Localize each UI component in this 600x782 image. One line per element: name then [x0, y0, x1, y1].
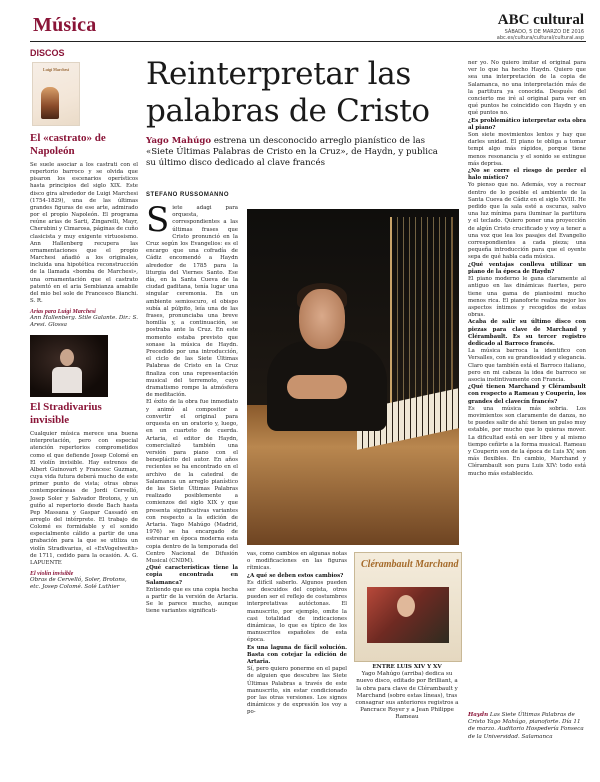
- section-title: Música: [33, 14, 97, 36]
- review2-headline: El Stradivarius invisible: [30, 401, 102, 427]
- interview-answer: La música barroca la identifico con Versalles, con su grandiosidad y elegancia. Claro que también está el Barroco italiano, pero en mi cabeza la idea de barroco se asocia instintivamente con Francia.: [468, 348, 586, 383]
- header-rule: [30, 41, 586, 42]
- article-title: Reinterpretar las palabras de Cristo: [146, 56, 430, 129]
- issue-date: SÁBADO, 5 DE MARZO DE 2016: [504, 29, 584, 35]
- review2-body: Cualquier música merece una buena interpretación, pero con especial atención repertorios comprometidos como el que defiende Josep Colomé en El violín invisible. Hay estrenos de Albert Guinovart y Francesc Guzman, cuya vida futura deberá mucho de este primer punto de vista; otras obras contemporáneas de Jordi Cervelló, Josep Soler y Salvador Brotons, y un guiño al repertorio desde Bach hasta Pep Massana y Gaspar Cassadó en arreglo del intérprete. El trabajo de Colomé es formidable y el sonido especialmente cálido a partir de una grabación para la que se utiliza un violín Stradivarius, el «ExVogelweith» de 1711, cedido para la ocasión. A. G. LAPUENTE: [30, 431, 138, 566]
- review1-headline: El «castrato» de Napoleón: [30, 132, 106, 157]
- sidebar-label: DISCOS: [30, 48, 65, 58]
- review1-body: Se suele asociar a los castrati con el repertorio barroco y se olvida que pisaron los escenarios operísticos hasta principios del siglo XIX. Este disco gira alrededor de Luigi Marchesi (1754-1829), una de las últimas grandes figuras de ese arte, admirado por el propio Napoleón. El programa reúne arias de Sarti, Zingarelli, Mayr, Cherubini y Cimarosa, páginas de cuño clasicista y muy exigente virtuosismo. Ann Hallenberg recupera las ornamentaciones que el propio Marchesi añadió a los originales, incluida una hipotética reconstrucción de la llamada «bomba de Marchesi», una ornamentación que el castrato patentó en el aria Sembianza amabile del mio bel sole de Francesco Bianchi. S. R.: [30, 162, 138, 304]
- album-cover-title: Luigi Marchesi: [42, 67, 70, 72]
- review2-credit-detail: Obras de Cervelló, Soler, Brotons, etc. Josep Colomé. Solé Luthier: [30, 577, 127, 591]
- interview-question: ¿A qué se deben estos cambios?: [247, 572, 344, 579]
- interview-question: ¿Qué características tiene la copia encontrada en Salamanca?: [146, 565, 238, 586]
- sidebar-discos: [30, 48, 138, 782]
- interview-answer: Es difícil saberlo. Algunos pueden ser descuidos del copista, otros pueden ser el reflejo de costumbres interpretativas autóctonas. El manuscrito, por ejemplo, omite la casi totalidad de indicaciones dinámicas, lo que es típico de los manuscritos españoles de esta época.: [247, 579, 347, 644]
- drop-cap: S: [146, 200, 170, 240]
- interview-question: ¿Es problemático interpretar esta obra al piano?: [468, 117, 586, 131]
- review1-credit-detail: Ann Hallenberg. Stile Galante. Dir.: S. Aresi. Glossa: [30, 315, 139, 329]
- interview-answer: Entiendo que es una copia hecha a partir de la versión de Artaria. Se le parece mucho, aunque tiene variantes significati-: [146, 586, 238, 615]
- interview-question: Es una laguna de fácil solución. Basta con cotejar la edición de Artaria.: [247, 644, 347, 666]
- interview-answer: El piano moderno le gana claramente al antiguo en las dinámicas fuertes, pero tiene una gama de pianissimi mucho menos rica. El pianoforte realza mejor los aspectos íntimos y recogidos de estas obras.: [468, 276, 586, 319]
- deck-name: Yago Mahúgo: [146, 136, 212, 146]
- paragraph: vas, como cambios en algunas notas o modificaciones en las figuras rítmicas.: [247, 551, 347, 572]
- interview-answer: Es una música más sobria. Los movimientos son claramente de danza, no te puedes salir de ahí: tienen un pulso muy estable, por mucho que lo quieras mover. La dificultad está en ser libre y al mismo tiempo ceñirte a la forma musical. Rameau y Couperin son de la época de Luis XV, son más flexibles. En cambio, Marchand y Clérambault son pura Luis XIV: todo está mucho más establecido.: [468, 405, 586, 477]
- album-cover-title: Clérambault Marchand: [361, 559, 459, 570]
- review2-credit-title: El violín invisible: [30, 571, 74, 578]
- interview-answer: Sí, pero quiero ponerme en el papel de alguien que descubre las Siete Últimas Palabras a través de este manuscrito, sin estar condicionado por las otras versiones. Los signos dinámicos y de expresión los voy a po-: [247, 666, 347, 716]
- article-column-1: [146, 200, 238, 616]
- deck-text: estrena un desconocido arreglo pianístico de las «Siete Últimas Palabras de Cristo en la Cruz», de Haydn, y publica su último disco dedicado al clave francés: [146, 136, 438, 168]
- masthead: [497, 12, 584, 41]
- caption-body: Yago Mahúgo (arriba) dedica su nuevo disco, editado por Brilliant, a la obra para clave de Clérambault y Marchand (sobre estas líneas), tras consagrar sus anteriores registros a Pancrace Royer y a Jean Philippe Rameau: [355, 671, 459, 721]
- paragraph: ner yo. No quiero imitar el original para ver lo que ha hecho Haydn. Quiero que sea una interpretación de la copia de Salamanca, no una interpretación más de la partitura ya conocida. Después del concierto me iré al original para ver en qué puntos he coincidido con Haydn y en qué puntos no.: [468, 60, 586, 117]
- paragraph: iete adagi para orquesta, correspondientes a las últimas frases que Cristo pronunció en la Cruz según los Evangelios: es el encargo que una cofradía de Cádiz encomendó a Haydn alrededor de 1785 para la liturgia del Viernes Santo. Ese día, en la Santa Cueva de la ciudad gaditana, tenía lugar una singular ceremonia. En un ambiente semioscuro, el obispo subía al púlpito, leía una de las frases, pronunciaba una breve homilía y, a continuación, se postraba ante la Cruz. En este momento estaba previsto que sonase la música de Haydn. Precedido por una introducción, el ciclo de las Siete Últimas Palabras de Cristo en la Cruz finaliza con una representación musical del terremoto, cuyo dramatismo rompe la atmósfera de meditación.: [146, 205, 238, 399]
- interview-answer: Yo pienso que no. Además, voy a recrear dentro de lo posible el ambiente de la Santa Cueva de Cádiz en el siglo XVIII. He pedido que la sala esté a oscuras, salvo una luz mínima para iluminar la partitura y el teclado. Quiero poner una proyección de algún Cristo crucificado y voy a tener a una voz que lea los pasajes del Evangelio correspondientes a cada pieza; una pequeña introducción para que el oyente sepa de qué habla cada música.: [468, 182, 586, 261]
- interview-question: ¿Qué ventajas conlleva utilizar un piano de la época de Haydn?: [468, 261, 586, 275]
- photo-caption: [354, 664, 460, 722]
- interview-question: ¿No se corre el riesgo de perder el halo místico?: [468, 168, 586, 182]
- caption-head: ENTRE LUIS XIV Y XV: [372, 664, 442, 670]
- brand-name: ABC cultural: [497, 12, 584, 28]
- album-cover-colome: [30, 335, 108, 397]
- paragraph: El éxito de la obra fue inmediato y animó al compositor a convertir el original para orquesta en un oratorio y, luego, en un cuarteto de cuerda. Artaria, el editor de Haydn, comercializó también una versión para piano con el beneplácito del autor. En años recientes se ha encontrado en el archivo de la catedral de Salamanca un arreglo pianístico de las Siete Últimas Palabras realizado posiblemente a comienzos del siglo XIX y que presenta significativas variantes con respecto a la edición de Artaria. Yago Mahúgo (Madrid, 1976) se ha encargado de estrenar en época moderna esta copia dentro de la temporada del Centro Nacional de Difusión Musical (CNDM).: [146, 399, 238, 564]
- review1-credit-title: Arias para Luigi Marchesi: [30, 309, 96, 316]
- byline: STEFANO RUSSOMANNO: [146, 192, 230, 198]
- article-column-2: [247, 551, 347, 717]
- photo-yago-mahugo: [247, 209, 459, 545]
- interview-question: Acaba de salir su último disco con piezas para clave de Marchand y Clérambault. Es su tercer registro dedicado al Barroco francés.: [468, 319, 586, 347]
- brand-url: abc.es/cultura/cultural/cultural.asp: [496, 35, 584, 41]
- article-deck: [146, 136, 446, 169]
- event-credit-title: Haydn: [468, 712, 489, 718]
- article-column-4: [468, 60, 586, 478]
- interview-answer: Son siete movimientos lentos y hay que darles unidad. El piano te obliga a tomar tempi algo más rápidos, porque tiene menos resonancia y el sonido se extingue más deprisa.: [468, 132, 586, 167]
- interview-question: ¿Qué tienen Marchand y Clérambault con respecto a Rameau y Couperin, los grandes del clavecín francés?: [468, 384, 586, 405]
- album-cover-clerambault-marchand: [354, 552, 462, 662]
- album-cover-marchesi: [32, 62, 80, 126]
- event-credit-body: Las Siete Últimas Palabras de Cristo Yago Mahúgo, pianoforte. Día 11 de marzo. Auditorio Hospedería Fonseca de la Universidad. Salamanca: [468, 712, 584, 740]
- event-credit: [468, 712, 586, 741]
